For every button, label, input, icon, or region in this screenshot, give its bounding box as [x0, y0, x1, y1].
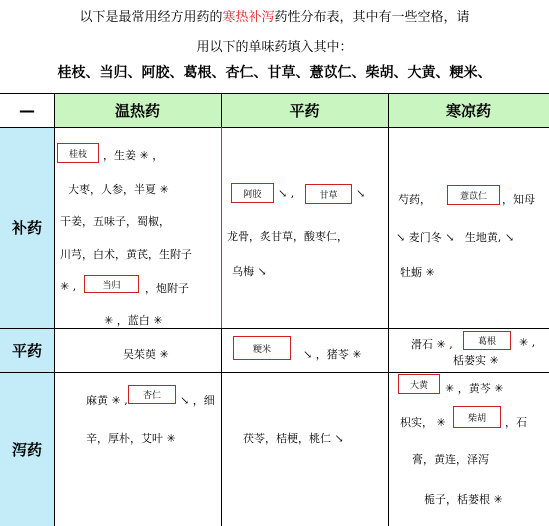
- answer-box[interactable]: 薏苡仁: [447, 185, 500, 205]
- answer-box[interactable]: 粳米: [233, 336, 291, 360]
- cell-text: 大枣，人参，半夏 ✳: [68, 183, 169, 196]
- cell-text: ↘ 麦门冬 ↘ 生地黄, ↘: [396, 231, 515, 244]
- cell-text: ，石: [505, 416, 527, 429]
- corner-label: —: [19, 100, 35, 120]
- row-header-tonify: [0, 127, 54, 328]
- cell-text: ↘ ，细: [180, 394, 215, 407]
- grid-line: [0, 372, 549, 373]
- grid-line: [0, 127, 549, 128]
- cell-text: ，炮附子: [145, 282, 189, 295]
- table-corner: [0, 93, 54, 127]
- answer-box[interactable]: 柴胡: [453, 406, 501, 428]
- red-border: [221, 127, 222, 328]
- instruction-text-c: 药性分布表，其中有一些空格，请: [274, 10, 470, 25]
- cell-text: 牡蛎 ✳: [400, 266, 435, 279]
- col-header-warm-label: 温热药: [114, 101, 160, 120]
- row-header-tonify-label: 补药: [11, 219, 42, 237]
- col-header-cold-label: 寒凉药: [445, 101, 491, 120]
- cell-text: ✳ ，黄芩 ✳: [445, 382, 504, 395]
- answer-box[interactable]: 桂枝: [57, 143, 99, 163]
- cell-text: 滑石 ✳ ,: [411, 338, 453, 351]
- herb-word-bank: 桂枝、当归、阿胶、葛根、杏仁、甘草、薏苡仁、柴胡、大黄、粳米、: [57, 65, 492, 81]
- cell-purge-neutral: 茯苓，桔梗，桃仁 ↘: [243, 432, 344, 445]
- cell-text: 龙骨，炙甘草，酸枣仁，: [227, 230, 348, 243]
- answer-box[interactable]: 当归: [84, 275, 139, 293]
- answer-box[interactable]: 葛根: [463, 331, 511, 350]
- instruction-highlight: 寒热补泻: [222, 10, 275, 25]
- answer-box[interactable]: 杏仁: [128, 385, 176, 404]
- cell-text: 川芎，白术，黄芪，生附子: [60, 248, 192, 261]
- answer-box[interactable]: 甘草: [305, 184, 352, 204]
- cell-text: ↘ ，猪苓 ✳: [303, 348, 362, 361]
- instruction-line-2: 用以下的单味药填入其中：: [196, 40, 353, 55]
- row-header-neutral-label: 平药: [11, 341, 42, 360]
- cell-text: 栀子，栝蒌根 ✳: [424, 493, 503, 506]
- cell-text: 麻黄 ✳ ,: [86, 394, 128, 407]
- row-header-neutral: [0, 328, 54, 372]
- cell-text: 芍药，: [398, 193, 431, 206]
- cell-text: ↘ ,: [278, 187, 295, 200]
- col-header-neutral: [221, 93, 388, 127]
- cell-text: 乌梅 ↘: [232, 265, 267, 278]
- instruction-line-1: [0, 6, 549, 25]
- col-header-neutral-label: 平药: [289, 101, 320, 120]
- cell-text: ，生姜 ✳ ，: [103, 149, 164, 162]
- cell-text: 干姜，五味子，蜀椒，: [60, 215, 170, 228]
- grid-line: [388, 93, 389, 526]
- cell-text: ✳ ,: [60, 280, 77, 293]
- answer-box[interactable]: 阿胶: [231, 183, 274, 203]
- row-header-purge-label: 泻药: [11, 440, 42, 459]
- cell-text: ✳ ，蓝白 ✳: [104, 314, 163, 327]
- cell-text: 膏，黄连，泽泻: [412, 453, 489, 466]
- cell-neutral-warm: 吴茱萸 ✳: [123, 348, 169, 361]
- col-header-cold: [388, 93, 549, 127]
- grid-line: [54, 93, 55, 526]
- cell-text: 枳实， ✳: [400, 416, 446, 429]
- cell-text: ↘: [356, 187, 366, 200]
- answer-box[interactable]: 大黄: [398, 374, 440, 394]
- cell-text: ✳ ,: [519, 336, 536, 349]
- grid-line: [0, 93, 549, 94]
- grid-line: [0, 328, 549, 329]
- cell-text: ，知母: [502, 193, 535, 206]
- instruction-text-a: 以下是最常用经方用药的: [79, 10, 223, 25]
- row-header-purge: [0, 372, 54, 526]
- col-header-warm: [54, 93, 221, 127]
- cell-text: 栝蒌实 ✳: [453, 354, 499, 367]
- cell-text: 辛，厚朴，艾叶 ✳: [86, 432, 176, 445]
